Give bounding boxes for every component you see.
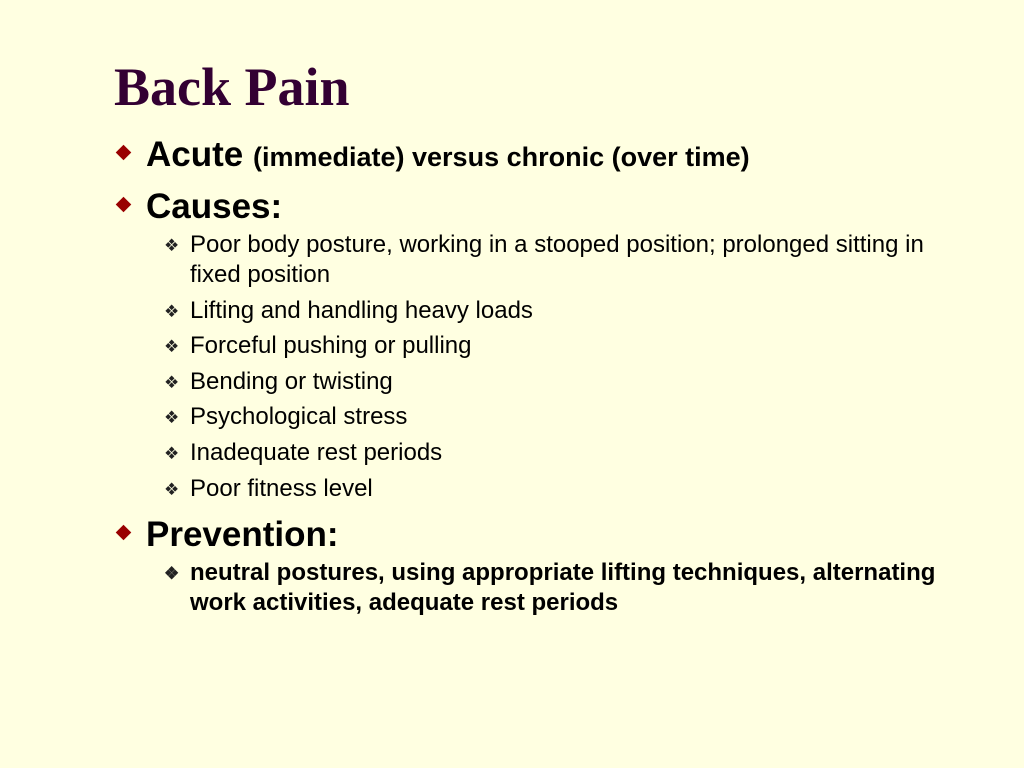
list-item	[164, 438, 972, 468]
diamond-sub-bullet-icon: ❖	[164, 337, 180, 357]
diamond-bullet-icon	[116, 197, 132, 213]
list-item-text: Psychological stress	[190, 403, 408, 431]
bullet-causes	[112, 184, 972, 230]
list-item	[164, 296, 972, 326]
list-item	[164, 558, 972, 618]
diamond-sub-bullet-icon: ❖	[164, 372, 180, 392]
bullet-prevention-label: Prevention:	[146, 514, 339, 554]
diamond-bullet-icon	[116, 145, 132, 161]
prevention-list	[112, 558, 972, 618]
bullet-acute-label: Acute	[146, 135, 244, 174]
list-item	[164, 367, 972, 397]
bullet-acute-detail: (immediate) versus chronic (over time)	[252, 142, 750, 172]
diamond-sub-bullet-icon: ❖	[164, 443, 180, 463]
diamond-sub-bullet-icon: ❖	[164, 563, 180, 583]
list-item	[164, 402, 972, 432]
bullet-acute	[112, 132, 972, 180]
list-item-text: Poor fitness level	[190, 474, 373, 502]
diamond-sub-bullet-icon: ❖	[164, 301, 180, 321]
bullet-prevention	[112, 512, 972, 558]
diamond-bullet-icon	[116, 524, 132, 540]
list-item-text: Poor body posture, working in a stooped position; prolonged sitting in fixed position	[190, 231, 924, 288]
list-item-text: Inadequate rest periods	[190, 438, 443, 466]
slide-content	[112, 132, 972, 623]
list-item	[164, 230, 972, 290]
causes-list	[112, 230, 972, 504]
list-item	[164, 474, 972, 504]
diamond-sub-bullet-icon: ❖	[164, 408, 180, 428]
list-item-text: Lifting and handling heavy loads	[190, 296, 533, 324]
slide-title: Back Pain	[114, 57, 350, 117]
list-item-text: Bending or twisting	[190, 367, 393, 395]
list-item-text: Forceful pushing or pulling	[190, 332, 472, 360]
diamond-sub-bullet-icon: ❖	[164, 479, 180, 499]
bullet-causes-label: Causes:	[146, 187, 283, 226]
list-item	[164, 331, 972, 361]
diamond-sub-bullet-icon: ❖	[164, 236, 180, 255]
list-item-text: neutral postures, using appropriate lifting techniques, alternating work activities, adequate rest periods	[190, 558, 936, 616]
